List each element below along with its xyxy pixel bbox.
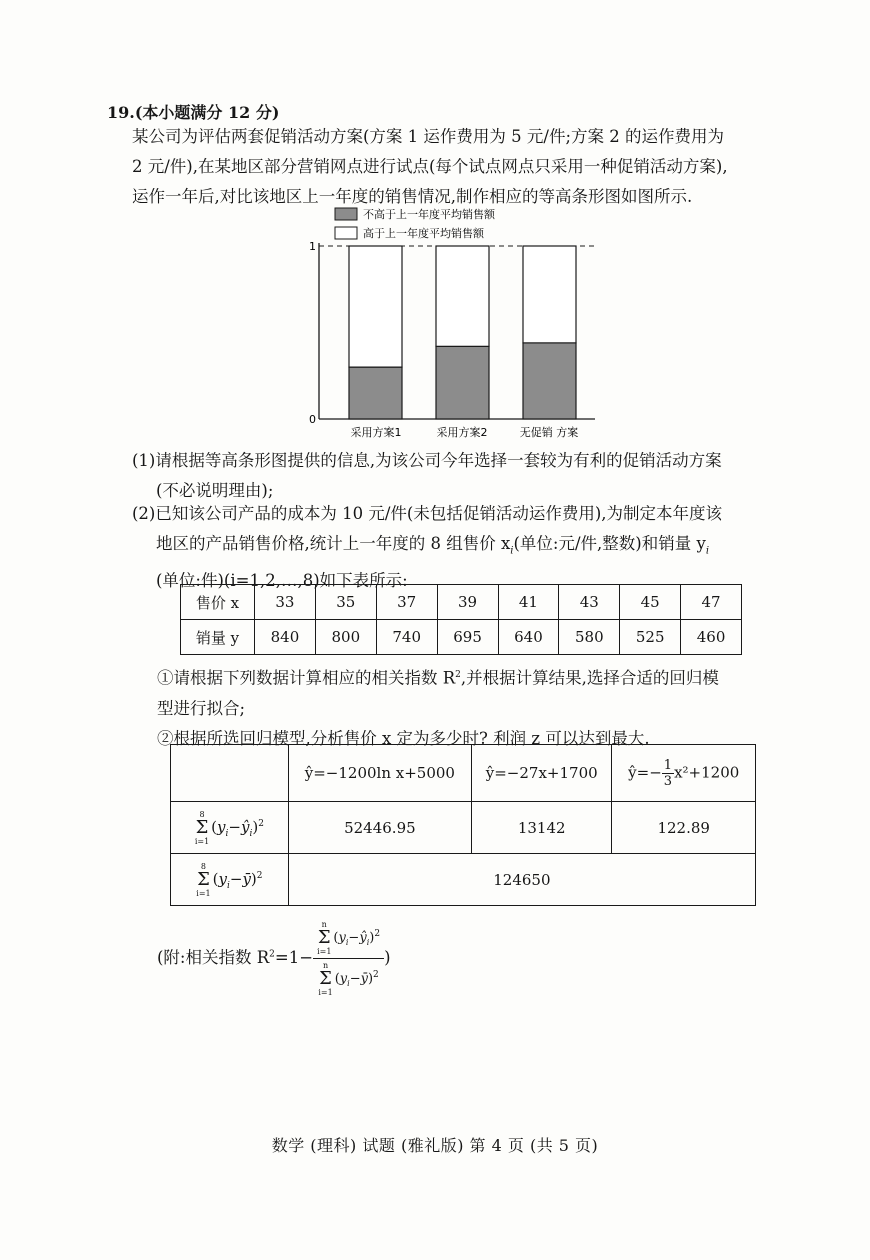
model-header-quadratic-tail: x²+1200 bbox=[674, 763, 740, 781]
model-table-corner bbox=[171, 745, 289, 802]
price-row-label: 售价 x bbox=[181, 585, 255, 620]
sales-cell: 460 bbox=[681, 620, 742, 655]
sales-cell: 800 bbox=[315, 620, 376, 655]
appendix-prefix: (附:相关指数 R bbox=[157, 948, 270, 967]
price-cell: 47 bbox=[681, 585, 742, 620]
page-footer: 数学 (理科) 试题 (雅礼版) 第 4 页 (共 5 页) bbox=[271, 1136, 599, 1155]
part-2-line-2: 地区的产品销售价格,统计上一年度的 8 组售价 $x_i$(单位:元/件,整数)和销量 $y_i$ bbox=[156, 534, 710, 557]
y-tick-1: 1 bbox=[309, 240, 316, 253]
sub-questions bbox=[157, 662, 807, 756]
legend-swatch-high bbox=[335, 227, 357, 239]
price-cell: 35 bbox=[315, 585, 376, 620]
fraction-denominator: 3 bbox=[663, 773, 673, 789]
legend-label-high: 高于上一年度平均销售额 bbox=[363, 227, 484, 240]
model-header-linear: ŷ=−27x+1700 bbox=[471, 745, 611, 802]
sales-cell: 580 bbox=[559, 620, 620, 655]
price-cell: 37 bbox=[376, 585, 437, 620]
residual-linear: 13142 bbox=[471, 802, 611, 854]
part-1-line-2: (不必说明理由); bbox=[156, 481, 274, 500]
bar-segment-low-1 bbox=[349, 367, 402, 419]
residual-log: 52446.95 bbox=[288, 802, 471, 854]
one-third-fraction bbox=[662, 758, 674, 789]
bar-segment-low-3 bbox=[523, 343, 576, 419]
y-tick-0: 0 bbox=[309, 413, 316, 426]
sales-cell: 840 bbox=[255, 620, 316, 655]
x-label-plan1: 采用方案1 bbox=[350, 426, 402, 439]
price-cell: 43 bbox=[559, 585, 620, 620]
x-label-none: 无促销 方案 bbox=[519, 426, 579, 439]
sales-cell: 740 bbox=[376, 620, 437, 655]
sales-row-label: 销量 y bbox=[181, 620, 255, 655]
x-label-plan2: 采用方案2 bbox=[436, 426, 488, 439]
sales-cell: 695 bbox=[437, 620, 498, 655]
sub-question-1-line-1: ①请根据下列数据计算相应的相关指数 $R^2$,并根据计算结果,选择合适的回归模 bbox=[157, 668, 719, 688]
intro-paragraph bbox=[132, 124, 782, 214]
legend-swatch-low bbox=[335, 208, 357, 220]
sub-question-1-tail: ,并根据计算结果,选择合适的回归模 bbox=[460, 668, 719, 688]
part-2-line-2-head: 地区的产品销售价格,统计上一年度的 8 组售价 x bbox=[156, 534, 511, 553]
price-cell: 33 bbox=[255, 585, 316, 620]
equal-height-bar-chart bbox=[305, 203, 605, 443]
total-sum-value: 124650 bbox=[288, 854, 755, 906]
appendix-formula: (附:相关指数 $R^2=1-$ n Σ i=1 $(y_i-ŷ_i)^2$ n Σ i=1 $(y_i-ȳ)^2$ ) bbox=[157, 920, 391, 997]
intro-line-1: 某公司为评估两套促销活动方案(方案 1 运作费用为 5 元/件;方案 2 的运作费用为 bbox=[132, 127, 725, 146]
model-header-quadratic bbox=[612, 745, 756, 802]
price-cell: 41 bbox=[498, 585, 559, 620]
part-2-line-1: (2)已知该公司产品的成本为 10 元/件(未包括促销活动运作费用),为制定本年度该 bbox=[132, 504, 723, 523]
model-header-quadratic-head: ŷ=− bbox=[628, 763, 662, 781]
sales-cell: 640 bbox=[498, 620, 559, 655]
bar-segment-low-2 bbox=[436, 346, 489, 419]
part-1-line-1: (1)请根据等高条形图提供的信息,为该公司今年选择一套较为有利的促销活动方案 bbox=[132, 451, 722, 470]
sub-question-1-line-2: 型进行拟合; bbox=[157, 698, 246, 718]
part-2-line-3: (单位:件)(i=1,2,…,8)如下表所示: bbox=[156, 571, 408, 591]
residual-quadratic: 122.89 bbox=[612, 802, 756, 854]
sub-question-2: ②根据所选回归模型,分析售价 x 定为多少时? 利润 z 可以达到最大. bbox=[157, 728, 650, 748]
r-squared-fraction: n Σ i=1 $(y_i-ŷ_i)^2$ n Σ i=1 $(y_i-ȳ)^2$ bbox=[313, 920, 384, 997]
sub-question-1-head: ①请根据下列数据计算相应的相关指数 R bbox=[157, 668, 456, 688]
question-number: 19.(本小题满分 12 分) bbox=[107, 103, 280, 122]
part-2-line-2-tail: (单位:元/件,整数)和销量 y bbox=[513, 534, 706, 553]
price-cell: 39 bbox=[437, 585, 498, 620]
price-sales-table bbox=[180, 584, 742, 655]
row-label-residual-sum: 8 Σ i=1 $(y_i-ŷ_i)^2$ bbox=[171, 802, 289, 854]
row-label-total-sum: 8 Σ i=1 $(y_i-ȳ)^2$ bbox=[171, 854, 289, 906]
legend-label-low: 不高于上一年度平均销售额 bbox=[363, 208, 495, 221]
appendix-suffix: ) bbox=[384, 948, 391, 967]
model-header-log: ŷ=−1200ln x+5000 bbox=[288, 745, 471, 802]
model-table bbox=[170, 744, 756, 906]
intro-line-3: 运作一年后,对比该地区上一年度的销售情况,制作相应的等高条形图如图所示. bbox=[132, 187, 693, 206]
part-1 bbox=[132, 448, 782, 508]
price-cell: 45 bbox=[620, 585, 681, 620]
bar-segment-high-3 bbox=[523, 246, 576, 343]
fraction-numerator: 1 bbox=[663, 757, 673, 773]
intro-line-2: 2 元/件),在某地区部分营销网点进行试点(每个试点网点只采用一种促销活动方案), bbox=[132, 157, 728, 176]
sales-cell: 525 bbox=[620, 620, 681, 655]
appendix-equals: =1− bbox=[274, 948, 314, 967]
bar-segment-high-1 bbox=[349, 246, 402, 367]
bar-segment-high-2 bbox=[436, 246, 489, 346]
